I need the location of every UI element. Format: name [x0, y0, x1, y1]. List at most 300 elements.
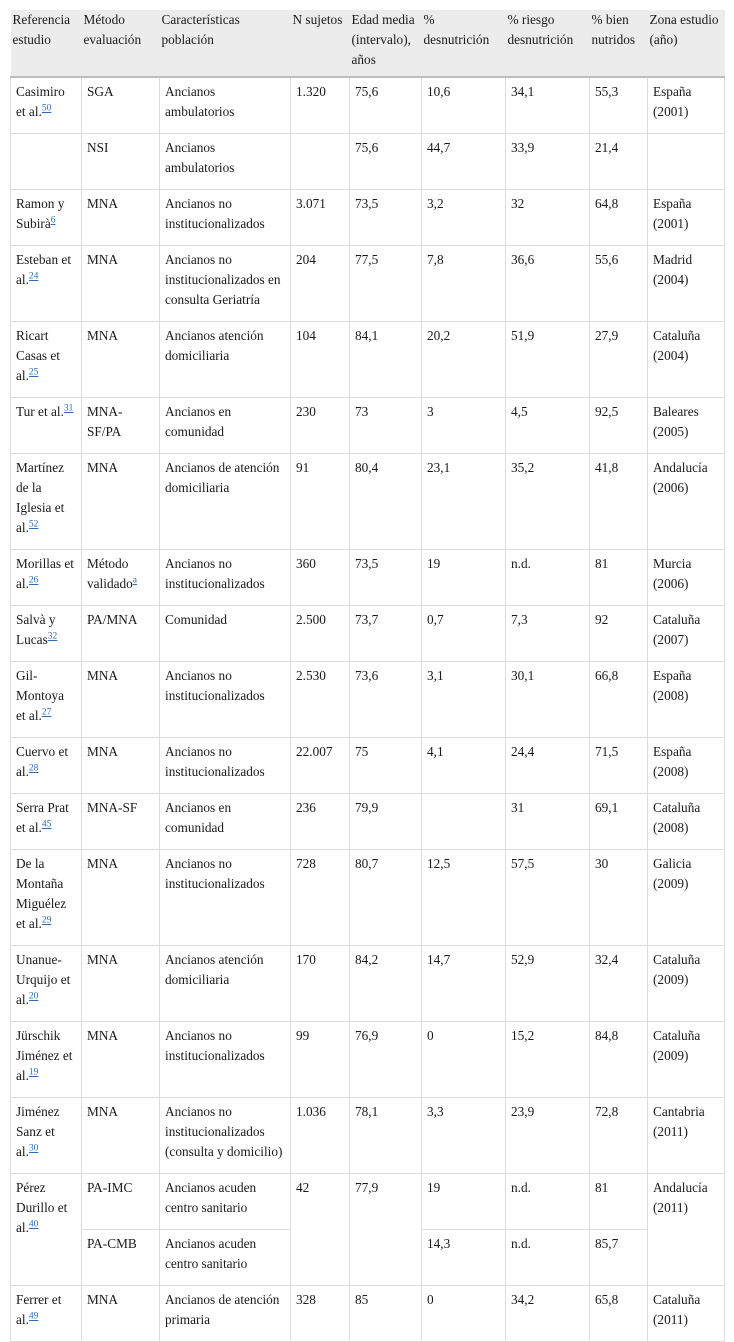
header-n: N sujetos	[291, 10, 350, 77]
cell-well-nourished	[590, 794, 648, 850]
cell-method-text: MNA	[87, 668, 119, 683]
cell-method	[82, 794, 160, 850]
cell-well-nourished-text: 32,4	[595, 952, 619, 967]
cell-reference-text: Martínez de la Iglesia et al.	[16, 460, 65, 535]
cell-method-text: MNA	[87, 952, 119, 967]
cell-mean-age-text: 84,2	[355, 952, 379, 967]
cell-n-subjects-text: 91	[296, 460, 310, 475]
cell-malnutrition-text: 44,7	[427, 140, 451, 155]
cell-risk-text: n.d.	[511, 1236, 531, 1251]
cell-method-text: MNA	[87, 196, 119, 211]
cell-reference-text: Jiménez Sanz et al.	[16, 1104, 60, 1159]
cell-risk-text: 34,2	[511, 1292, 535, 1307]
cell-population-text: Ancianos atención domiciliaria	[165, 328, 264, 363]
cell-risk-text: 35,2	[511, 460, 535, 475]
cell-mean-age	[350, 794, 422, 850]
header-zone: Zona estudio (año)	[648, 10, 725, 77]
cell-population	[160, 794, 291, 850]
cell-mean-age	[350, 246, 422, 322]
cell-well-nourished-text: 27,9	[595, 328, 619, 343]
cell-malnutrition-text: 20,2	[427, 328, 451, 343]
cell-reference-text: Casimiro et al.	[16, 84, 65, 119]
cell-zone	[648, 322, 725, 398]
cell-mean-age	[350, 454, 422, 550]
cell-zone-text: Madrid (2004)	[653, 252, 693, 287]
cell-reference	[11, 322, 82, 398]
table-header	[11, 10, 725, 77]
cell-n-subjects	[291, 77, 350, 134]
cell-risk-text: 7,3	[511, 612, 528, 627]
cell-risk	[506, 850, 590, 946]
table-row	[11, 190, 725, 246]
cell-method	[82, 454, 160, 550]
cell-mean-age-text: 75	[355, 744, 369, 759]
cell-n-subjects	[291, 398, 350, 454]
reference-link[interactable]: 40	[28, 1219, 39, 1230]
cell-n-subjects	[291, 662, 350, 738]
cell-method-text: MNA-SF	[87, 800, 138, 815]
cell-well-nourished-text: 92,5	[595, 404, 619, 419]
cell-method	[82, 398, 160, 454]
cell-well-nourished	[590, 454, 648, 550]
cell-zone-text: Baleares (2005)	[653, 404, 699, 439]
cell-well-nourished-text: 85,7	[595, 1236, 619, 1251]
cell-well-nourished	[590, 190, 648, 246]
cell-risk-text: n.d.	[511, 556, 531, 571]
cell-method-text: SGA	[87, 84, 114, 99]
cell-mean-age-text: 80,4	[355, 460, 379, 475]
cell-zone	[648, 850, 725, 946]
cell-malnutrition	[422, 662, 506, 738]
cell-zone	[648, 246, 725, 322]
cell-zone	[648, 946, 725, 1022]
cell-population	[160, 1230, 291, 1286]
cell-method	[82, 946, 160, 1022]
cell-zone-text: Cataluña (2009)	[653, 1028, 701, 1063]
reference-link[interactable]: 52	[28, 519, 39, 530]
cell-well-nourished-text: 72,8	[595, 1104, 619, 1119]
cell-malnutrition	[422, 1286, 506, 1342]
cell-method-text: MNA	[87, 328, 119, 343]
cell-population	[160, 606, 291, 662]
cell-n-subjects	[291, 246, 350, 322]
cell-method	[82, 134, 160, 190]
cell-population	[160, 850, 291, 946]
cell-method	[82, 1230, 160, 1286]
cell-zone	[648, 1286, 725, 1342]
table-row	[11, 1098, 725, 1174]
cell-risk-text: 51,9	[511, 328, 535, 343]
cell-method	[82, 190, 160, 246]
cell-n-subjects	[291, 1286, 350, 1342]
cell-method-text: PA-CMB	[87, 1236, 137, 1251]
cell-risk-text: 15,2	[511, 1028, 535, 1043]
cell-reference	[11, 134, 82, 190]
header-row	[11, 10, 725, 77]
cell-population-text: Ancianos no institucionalizados	[165, 668, 265, 703]
cell-well-nourished	[590, 1286, 648, 1342]
cell-n-subjects	[291, 606, 350, 662]
reference-link[interactable]: 31	[63, 403, 74, 414]
cell-reference-text: Morillas et al.	[16, 556, 74, 591]
cell-population-text: Ancianos ambulatorios	[165, 140, 235, 175]
reference-link[interactable]: 32	[47, 631, 58, 642]
cell-well-nourished	[590, 1230, 648, 1286]
table-row	[11, 1022, 725, 1098]
cell-malnutrition	[422, 606, 506, 662]
cell-population	[160, 398, 291, 454]
cell-risk-text: 32	[511, 196, 525, 211]
cell-reference	[11, 77, 82, 134]
cell-risk-text: n.d.	[511, 1180, 531, 1195]
cell-n-subjects	[291, 1098, 350, 1174]
table-row	[11, 134, 725, 190]
cell-population	[160, 322, 291, 398]
cell-malnutrition	[422, 246, 506, 322]
cell-well-nourished	[590, 134, 648, 190]
cell-risk-text: 23,9	[511, 1104, 535, 1119]
cell-zone-text: Murcia (2006)	[653, 556, 692, 591]
cell-malnutrition	[422, 322, 506, 398]
cell-well-nourished-text: 65,8	[595, 1292, 619, 1307]
cell-well-nourished	[590, 1022, 648, 1098]
cell-method	[82, 1022, 160, 1098]
reference-link[interactable]: a	[132, 575, 138, 586]
reference-link[interactable]: 27	[41, 707, 52, 718]
cell-mean-age	[350, 190, 422, 246]
table-row	[11, 322, 725, 398]
cell-reference	[11, 550, 82, 606]
cell-risk	[506, 190, 590, 246]
cell-risk-text: 30,1	[511, 668, 535, 683]
cell-method	[82, 738, 160, 794]
cell-zone-text: Andalucía (2011)	[653, 1180, 708, 1215]
cell-reference-text: Salvà y Lucas	[16, 612, 56, 647]
cell-population	[160, 1022, 291, 1098]
cell-well-nourished-text: 69,1	[595, 800, 619, 815]
cell-well-nourished-text: 84,8	[595, 1028, 619, 1043]
cell-population-text: Ancianos no institucionalizados en consulta Geriatría	[165, 252, 281, 307]
cell-zone-text: Cataluña (2011)	[653, 1292, 701, 1327]
cell-malnutrition-text: 10,6	[427, 84, 451, 99]
cell-reference	[11, 1098, 82, 1174]
cell-n-subjects-text: 204	[296, 252, 316, 267]
cell-malnutrition-text: 3,3	[427, 1104, 444, 1119]
cell-method	[82, 850, 160, 946]
table-row	[11, 606, 725, 662]
table-row	[11, 454, 725, 550]
cell-well-nourished-text: 41,8	[595, 460, 619, 475]
cell-method	[82, 77, 160, 134]
cell-reference	[11, 1174, 82, 1286]
cell-malnutrition	[422, 1022, 506, 1098]
cell-zone-text: Cantabria (2011)	[653, 1104, 705, 1139]
cell-malnutrition-text: 12,5	[427, 856, 451, 871]
cell-malnutrition-text: 7,8	[427, 252, 444, 267]
cell-n-subjects	[291, 550, 350, 606]
cell-risk	[506, 738, 590, 794]
reference-link[interactable]: 30	[28, 1143, 39, 1154]
cell-n-subjects-text: 1.320	[296, 84, 326, 99]
cell-mean-age	[350, 662, 422, 738]
cell-zone-text: España (2008)	[653, 744, 692, 779]
cell-population	[160, 738, 291, 794]
cell-mean-age-text: 73,5	[355, 196, 379, 211]
reference-link[interactable]: 20	[28, 991, 39, 1002]
cell-malnutrition-text: 0	[427, 1028, 434, 1043]
cell-risk	[506, 134, 590, 190]
header-population: Características población	[160, 10, 291, 77]
cell-zone-text: Andalucía (2006)	[653, 460, 708, 495]
cell-population-text: Ancianos no institucionalizados (consulta y domicilio)	[165, 1104, 283, 1159]
cell-mean-age-text: 79,9	[355, 800, 379, 815]
header-malnutrition: % desnutrición	[422, 10, 506, 77]
cell-malnutrition-text: 23,1	[427, 460, 451, 475]
cell-n-subjects	[291, 190, 350, 246]
cell-zone	[648, 77, 725, 134]
cell-reference	[11, 454, 82, 550]
cell-well-nourished	[590, 1174, 648, 1230]
cell-reference	[11, 1022, 82, 1098]
cell-reference	[11, 662, 82, 738]
cell-reference-text: Ferrer et al.	[16, 1292, 62, 1327]
cell-method-text: NSI	[87, 140, 109, 155]
cell-mean-age	[350, 398, 422, 454]
cell-n-subjects	[291, 1022, 350, 1098]
reference-link[interactable]: 49	[28, 1311, 39, 1322]
cell-n-subjects-text: 170	[296, 952, 316, 967]
reference-link[interactable]: 28	[28, 763, 39, 774]
cell-mean-age-text: 75,6	[355, 84, 379, 99]
cell-risk-text: 36,6	[511, 252, 535, 267]
cell-method-text: MNA	[87, 744, 119, 759]
cell-risk	[506, 550, 590, 606]
cell-mean-age	[350, 322, 422, 398]
cell-well-nourished	[590, 1098, 648, 1174]
cell-reference-text: Esteban et al.	[16, 252, 72, 287]
header-age: Edad media (intervalo), años	[350, 10, 422, 77]
cell-zone-text: Cataluña (2007)	[653, 612, 701, 647]
cell-population-text: Ancianos en comunidad	[165, 404, 232, 439]
cell-population	[160, 190, 291, 246]
cell-mean-age-text: 85	[355, 1292, 369, 1307]
cell-method-text: MNA	[87, 252, 119, 267]
cell-mean-age	[350, 606, 422, 662]
reference-link[interactable]: 6	[50, 215, 56, 226]
cell-well-nourished	[590, 322, 648, 398]
cell-risk	[506, 246, 590, 322]
cell-well-nourished-text: 55,6	[595, 252, 619, 267]
cell-well-nourished	[590, 662, 648, 738]
cell-n-subjects	[291, 454, 350, 550]
cell-zone	[648, 134, 725, 190]
cell-well-nourished-text: 55,3	[595, 84, 619, 99]
reference-link[interactable]: 45	[41, 819, 52, 830]
cell-n-subjects	[291, 946, 350, 1022]
cell-population-text: Ancianos acuden centro sanitario	[165, 1236, 257, 1271]
cell-n-subjects-text: 728	[296, 856, 316, 871]
cell-method	[82, 246, 160, 322]
cell-well-nourished	[590, 946, 648, 1022]
cell-zone-text: España (2001)	[653, 84, 692, 119]
cell-method-text: MNA	[87, 856, 119, 871]
cell-n-subjects	[291, 794, 350, 850]
cell-population	[160, 77, 291, 134]
cell-reference	[11, 398, 82, 454]
cell-method-text: MNA-SF/PA	[87, 404, 123, 439]
cell-population-text: Ancianos ambulatorios	[165, 84, 235, 119]
cell-mean-age	[350, 1174, 422, 1286]
table-row	[11, 738, 725, 794]
cell-malnutrition-text: 14,7	[427, 952, 451, 967]
cell-zone	[648, 454, 725, 550]
cell-mean-age	[350, 850, 422, 946]
cell-reference	[11, 946, 82, 1022]
cell-population	[160, 246, 291, 322]
cell-reference-text: Serra Prat et al.	[16, 800, 69, 835]
cell-population-text: Comunidad	[165, 612, 228, 627]
header-ref: Referencia estudio	[11, 10, 82, 77]
table-row	[11, 794, 725, 850]
cell-risk	[506, 1230, 590, 1286]
cell-n-subjects-text: 360	[296, 556, 316, 571]
cell-zone	[648, 738, 725, 794]
cell-zone	[648, 794, 725, 850]
cell-risk	[506, 1174, 590, 1230]
cell-mean-age	[350, 1022, 422, 1098]
cell-risk	[506, 398, 590, 454]
cell-reference-text: Tur et al.	[16, 404, 64, 419]
cell-mean-age-text: 84,1	[355, 328, 379, 343]
cell-population-text: Ancianos no institucionalizados	[165, 556, 265, 591]
reference-link[interactable]: 25	[28, 367, 39, 378]
reference-link[interactable]: 19	[28, 1067, 39, 1078]
cell-zone	[648, 606, 725, 662]
cell-population	[160, 454, 291, 550]
cell-malnutrition-text: 3,2	[427, 196, 444, 211]
cell-mean-age	[350, 1286, 422, 1342]
cell-population	[160, 1098, 291, 1174]
cell-mean-age	[350, 77, 422, 134]
table-row	[11, 246, 725, 322]
cell-zone	[648, 1174, 725, 1286]
table-row	[11, 1174, 725, 1230]
cell-reference-text: Jürschik Jiménez et al.	[16, 1028, 73, 1083]
cell-reference	[11, 850, 82, 946]
cell-malnutrition-text: 4,1	[427, 744, 444, 759]
cell-risk	[506, 1286, 590, 1342]
cell-reference	[11, 794, 82, 850]
cell-mean-age-text: 73,5	[355, 556, 379, 571]
table-row	[11, 850, 725, 946]
cell-mean-age-text: 75,6	[355, 140, 379, 155]
cell-n-subjects	[291, 322, 350, 398]
cell-reference-text: Pérez Durillo et al.	[16, 1180, 68, 1235]
reference-link[interactable]: 24	[28, 271, 39, 282]
cell-zone-text: Cataluña (2009)	[653, 952, 701, 987]
cell-population	[160, 946, 291, 1022]
cell-malnutrition	[422, 1174, 506, 1230]
cell-malnutrition	[422, 738, 506, 794]
cell-well-nourished	[590, 738, 648, 794]
cell-reference-text: Ricart Casas et al.	[16, 328, 60, 383]
cell-reference-text: Ramon y Subirà	[16, 196, 65, 231]
cell-population-text: Ancianos en comunidad	[165, 800, 232, 835]
cell-method	[82, 322, 160, 398]
header-well-nourished: % bien nutridos	[590, 10, 648, 77]
cell-well-nourished-text: 21,4	[595, 140, 619, 155]
cell-zone	[648, 398, 725, 454]
cell-method	[82, 550, 160, 606]
cell-risk-text: 57,5	[511, 856, 535, 871]
header-method: Método evaluación	[82, 10, 160, 77]
cell-malnutrition-text: 19	[427, 556, 441, 571]
cell-zone	[648, 1022, 725, 1098]
cell-well-nourished	[590, 550, 648, 606]
cell-risk-text: 24,4	[511, 744, 535, 759]
cell-reference-text: Cuervo et al.	[16, 744, 69, 779]
cell-risk-text: 34,1	[511, 84, 535, 99]
cell-malnutrition-text: 0,7	[427, 612, 444, 627]
cell-well-nourished	[590, 398, 648, 454]
cell-reference-text: Unanue-Urquijo et al.	[16, 952, 71, 1007]
table-body	[11, 77, 725, 1342]
cell-mean-age	[350, 1098, 422, 1174]
cell-n-subjects-text: 99	[296, 1028, 310, 1043]
cell-mean-age-text: 76,9	[355, 1028, 379, 1043]
reference-link[interactable]: 50	[41, 103, 52, 114]
cell-method-text: PA/MNA	[87, 612, 138, 627]
cell-population	[160, 550, 291, 606]
cell-malnutrition	[422, 134, 506, 190]
cell-well-nourished-text: 81	[595, 556, 609, 571]
table-row	[11, 550, 725, 606]
cell-risk	[506, 454, 590, 550]
cell-risk-text: 4,5	[511, 404, 528, 419]
cell-mean-age	[350, 738, 422, 794]
cell-zone-text: Galicia (2009)	[653, 856, 692, 891]
cell-n-subjects-text: 42	[296, 1180, 310, 1195]
cell-risk-text: 31	[511, 800, 525, 815]
cell-mean-age-text: 77,5	[355, 252, 379, 267]
cell-reference	[11, 738, 82, 794]
cell-mean-age	[350, 134, 422, 190]
cell-malnutrition	[422, 946, 506, 1022]
cell-mean-age	[350, 946, 422, 1022]
cell-population	[160, 662, 291, 738]
cell-n-subjects	[291, 134, 350, 190]
prevalence-table	[10, 10, 725, 1342]
cell-risk	[506, 794, 590, 850]
cell-zone-text: Cataluña (2004)	[653, 328, 701, 363]
cell-risk	[506, 946, 590, 1022]
reference-link[interactable]: 26	[28, 575, 39, 586]
cell-zone-text: España (2001)	[653, 196, 692, 231]
cell-well-nourished	[590, 77, 648, 134]
cell-zone	[648, 662, 725, 738]
cell-n-subjects-text: 2.500	[296, 612, 326, 627]
reference-link[interactable]: 29	[41, 915, 52, 926]
cell-mean-age-text: 80,7	[355, 856, 379, 871]
cell-mean-age-text: 73,7	[355, 612, 379, 627]
cell-population-text: Ancianos acuden centro sanitario	[165, 1180, 257, 1215]
cell-well-nourished-text: 92	[595, 612, 609, 627]
cell-population-text: Ancianos de atención domiciliaria	[165, 460, 280, 495]
cell-risk	[506, 662, 590, 738]
cell-well-nourished	[590, 606, 648, 662]
cell-n-subjects-text: 104	[296, 328, 316, 343]
cell-malnutrition	[422, 1230, 506, 1286]
